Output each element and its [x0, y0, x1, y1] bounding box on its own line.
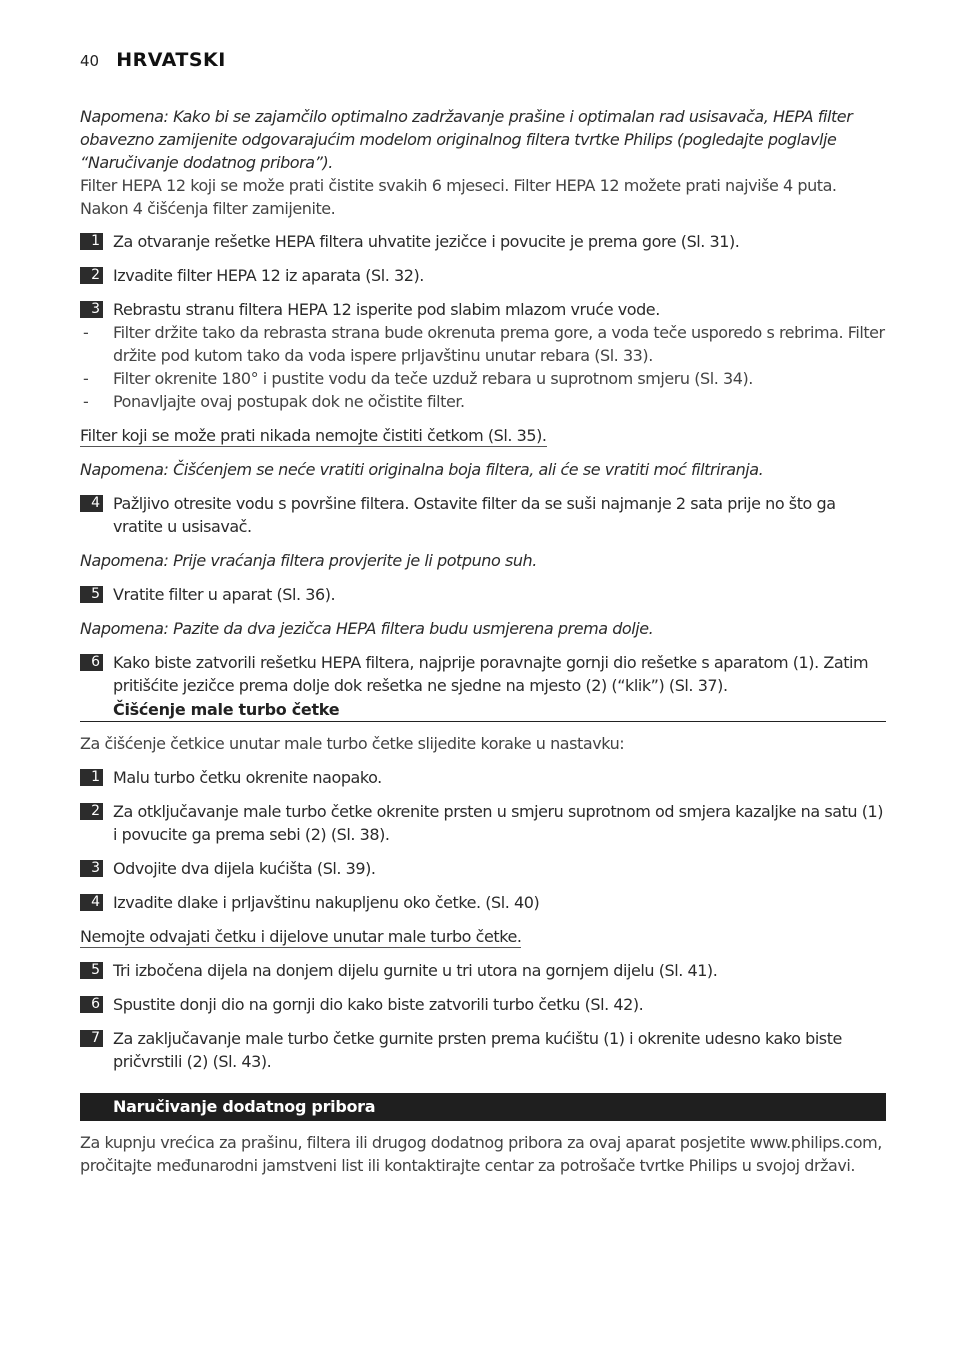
- bullet-item: - Filter okrenite 180° i pustite vodu da teče uzduž rebara u suprotnom smjeru (Sl. 34).: [80, 367, 886, 390]
- step-number: 6: [80, 996, 103, 1013]
- step-text: Pažljivo otresite vodu s površine filtera. Ostavite filter da se suši najmanje 2 sata prije no što ga vratite u usisavač.: [113, 494, 836, 536]
- step-remove-hair: [80, 891, 886, 914]
- note-color: Napomena: Čišćenjem se neće vratiti originalna boja filtera, ali će se vratiti moć filtriranja.: [80, 460, 764, 479]
- step-text: Odvojite dva dijela kućišta (Sl. 39).: [113, 859, 376, 878]
- rinse-bullet-list: [80, 321, 886, 413]
- caution-text: Filter koji se može prati nikada nemojte čistiti četkom (Sl. 35).: [80, 426, 547, 445]
- step-number: 4: [80, 894, 103, 911]
- step-number: 5: [80, 962, 103, 979]
- step-number: 3: [80, 860, 103, 877]
- bullet-item: - Filter držite tako da rebrasta strana bude okrenuta prema gore, a voda teče usporedo s rebrima. Filter držite pod kutom tako da voda ispere prljavštinu unutar rebara (Sl. 33).: [80, 321, 886, 367]
- step-reinsert-filter: [80, 583, 886, 606]
- note-hepa-replacement: Napomena: Kako bi se zajamčilo optimalno zadržavanje prašine i optimalan rad usisavača, HEPA filter obavezno zamijenite odgovarajućim modelom originalnog filtera tvrtke Philips (pogledajte poglavlje “Naručivanje dodatnog pribora”).: [80, 107, 853, 172]
- step-text: Malu turbo četku okrenite naopako.: [113, 768, 382, 787]
- step-text: Kako biste zatvorili rešetku HEPA filtera, najprije poravnajte gornji dio rešetke s aparatom (1). Zatim pritišćite jezičce prema dolje dok rešetka ne sjedne na mjesto (2) (“klik”) (Sl. 37).: [113, 653, 869, 695]
- step-number: 6: [80, 654, 103, 671]
- step-text: Za zaključavanje male turbo četke gurnite prsten prema kućištu (1) i okrenite udesno kako biste pričvrstili (2) (Sl. 43).: [113, 1029, 842, 1071]
- caution-text: Nemojte odvajati četku i dijelove unutar male turbo četke.: [80, 927, 522, 946]
- step-close-grille: [80, 651, 886, 697]
- step-close-brush: [80, 993, 886, 1016]
- step-text: Za otključavanje male turbo četke okrenite prsten u smjeru suprotnom od smjera kazaljke na satu (1) i povucite ga prema sebi (2) (Sl. 38).: [113, 802, 884, 844]
- step-text: Rebrastu stranu filtera HEPA 12 isperite pod slabim mlazom vruće vode.: [113, 300, 660, 319]
- step-number: 2: [80, 267, 103, 284]
- intro-turbo-brush: Za čišćenje četkice unutar male turbo četke slijedite korake u nastavku:: [80, 734, 625, 753]
- step-unlock-brush: [80, 800, 886, 846]
- caution-no-brush: [80, 424, 886, 447]
- accessories-paragraph: Za kupnju vrećica za prašinu, filtera ili drugog dodatnog pribora za ovaj aparat posjetite www.philips.com, pročitajte međunarodni jamstveni list ili kontaktirajte centar za potrošače tvrtke Philips u svojoj državi.: [80, 1133, 882, 1175]
- step-shake-water: [80, 492, 886, 538]
- subheading-turbo-brush: Čišćenje male turbo četke: [80, 699, 886, 722]
- page-content: [80, 105, 886, 1188]
- step-lock-brush: [80, 1027, 886, 1073]
- step-number: 1: [80, 233, 103, 250]
- step-turn-brush: [80, 766, 886, 789]
- step-separate-housing: [80, 857, 886, 880]
- step-open-grille: [80, 230, 886, 253]
- step-number: 5: [80, 586, 103, 603]
- step-text: Tri izbočena dijela na donjem dijelu gurnite u tri utora na gornjem dijelu (Sl. 41).: [113, 961, 718, 980]
- intro-washable-filter: Filter HEPA 12 koji se može prati čistite svakih 6 mjeseci. Filter HEPA 12 možete prati najviše 4 puta. Nakon 4 čišćenja filter zamijenite.: [80, 176, 837, 218]
- step-remove-filter: [80, 264, 886, 287]
- note-dry: Napomena: Prije vraćanja filtera provjerite je li potpuno suh.: [80, 551, 537, 570]
- note-tabs: Napomena: Pazite da dva jezičca HEPA filtera budu usmjerena prema dolje.: [80, 619, 654, 638]
- language-title: HRVATSKI: [116, 49, 226, 71]
- step-number: 1: [80, 769, 103, 786]
- step-number: 2: [80, 803, 103, 820]
- step-insert-parts: [80, 959, 886, 982]
- page-header: [80, 49, 226, 73]
- bullet-item: - Ponavljajte ovaj postupak dok ne očistite filter.: [80, 390, 886, 413]
- step-text: Za otvaranje rešetke HEPA filtera uhvatite jezičce i povucite je prema gore (Sl. 31).: [113, 232, 740, 251]
- caution-no-disassembly: [80, 925, 886, 948]
- step-text: Vratite filter u aparat (Sl. 36).: [113, 585, 336, 604]
- section-heading-accessories: Naručivanje dodatnog pribora: [80, 1093, 886, 1121]
- step-text: Spustite donji dio na gornji dio kako biste zatvorili turbo četku (Sl. 42).: [113, 995, 644, 1014]
- step-number: 7: [80, 1030, 103, 1047]
- step-rinse-filter: [80, 298, 886, 321]
- step-number: 4: [80, 495, 103, 512]
- step-number: 3: [80, 301, 103, 318]
- page-number: 40: [80, 52, 100, 70]
- step-text: Izvadite filter HEPA 12 iz aparata (Sl. 32).: [113, 266, 424, 285]
- step-text: Izvadite dlake i prljavštinu nakupljenu oko četke. (Sl. 40): [113, 893, 540, 912]
